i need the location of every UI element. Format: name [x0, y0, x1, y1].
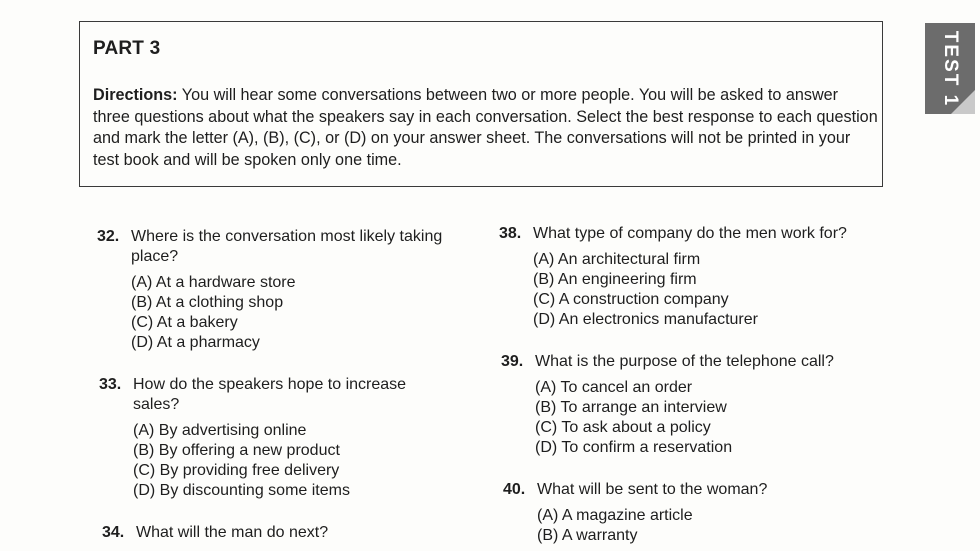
answer-options [131, 273, 467, 353]
answer-options [535, 378, 881, 458]
question-number: 34. [102, 524, 125, 541]
option-a[interactable]: (A) A magazine article [537, 507, 693, 524]
option-d[interactable]: (D) By discounting some items [133, 482, 350, 499]
question-33 [99, 375, 439, 501]
question-39 [501, 352, 881, 458]
question-38 [499, 224, 879, 330]
option-b[interactable]: (B) At a clothing shop [131, 294, 284, 311]
option-a[interactable]: (A) At a hardware store [131, 274, 296, 291]
option-b[interactable]: (B) By offering a new product [133, 442, 340, 459]
question-text: What is the purpose of the telephone call? [535, 353, 834, 370]
question-text: How do the speakers hope to increase sales? [133, 376, 407, 413]
question-number: 40. [503, 481, 526, 498]
question-number: 33. [99, 376, 122, 393]
answer-options [533, 250, 879, 330]
directions-paragraph [93, 85, 878, 171]
option-c[interactable]: (C) A construction company [533, 291, 729, 308]
option-a[interactable]: (A) By advertising online [133, 422, 307, 439]
option-d[interactable]: (D) To confirm a reservation [535, 439, 733, 456]
option-b[interactable]: (B) An engineering firm [533, 271, 697, 288]
answer-options [537, 506, 883, 546]
answer-options [133, 421, 439, 501]
tab-corner-decoration [951, 90, 975, 114]
question-text: What will be sent to the woman? [537, 481, 768, 498]
directions-label: Directions: [93, 86, 178, 104]
question-40 [503, 480, 883, 546]
question-34 [102, 523, 442, 543]
option-b[interactable]: (B) To arrange an interview [535, 399, 727, 416]
option-c[interactable]: (C) To ask about a policy [535, 419, 711, 436]
test-side-tab [925, 23, 975, 114]
option-d[interactable]: (D) An electronics manufacturer [533, 311, 758, 328]
option-c[interactable]: (C) At a bakery [131, 314, 238, 331]
option-c[interactable]: (C) By providing free delivery [133, 462, 340, 479]
directions-body: You will hear some conversations between two or more people. You will be asked to answer three questions about what the speakers say in each conversation. Select the best response to each question and mark the letter (A), (B), (C), or (D) on your answer sheet. The conversations will not be printed in your test book and will be spoken only one time. [93, 86, 878, 169]
question-text: What will the man do next? [136, 524, 329, 541]
option-d[interactable]: (D) At a pharmacy [131, 334, 260, 351]
option-b[interactable]: (B) A warranty [537, 527, 638, 544]
question-number: 39. [501, 353, 524, 370]
question-number: 38. [499, 225, 522, 242]
question-text: What type of company do the men work for? [533, 225, 847, 242]
option-a[interactable]: (A) To cancel an order [535, 379, 693, 396]
question-text: Where is the conversation most likely taking place? [131, 228, 443, 265]
option-a[interactable]: (A) An architectural firm [533, 251, 701, 268]
directions-box [79, 21, 883, 187]
side-tab-label: TEST 1 [940, 30, 961, 107]
question-number: 32. [97, 228, 120, 245]
part-title: PART 3 [93, 38, 161, 59]
question-32 [97, 227, 467, 353]
